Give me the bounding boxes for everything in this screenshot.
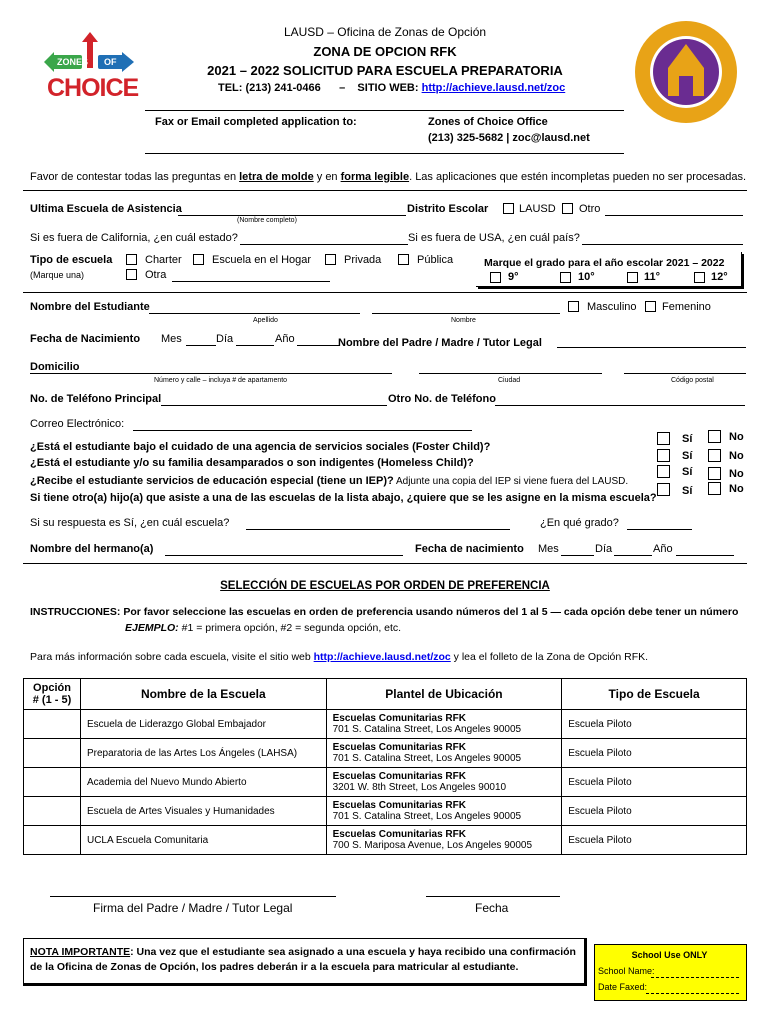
instr-u2: forma legible — [340, 171, 410, 183]
sibling-name-field[interactable] — [165, 555, 403, 556]
email-label: Correo Electrónico: — [30, 418, 125, 430]
phone-label: No. de Teléfono Principal — [30, 393, 162, 405]
school-use-faxed-label: Date Faxed: — [598, 982, 648, 992]
apellido-hint: Apellido — [253, 317, 278, 324]
q1-si-label: Sí — [682, 433, 693, 445]
outside-usa-label: Si es fuera de USA, ¿en cuál país? — [408, 232, 580, 244]
last-school-field[interactable] — [178, 215, 406, 216]
which-school-label: Si su respuesta es Sí, ¿en cuál escuela? — [30, 517, 230, 529]
q2-si-checkbox[interactable] — [657, 449, 670, 462]
school-use-name-label: School Name: — [598, 966, 655, 976]
homeschool-label: Escuela en el Hogar — [212, 254, 312, 266]
info-line — [30, 651, 648, 663]
form-section — [23, 190, 747, 564]
address-label: Domicilio — [30, 361, 80, 373]
school-location — [326, 797, 562, 826]
school-name: Escuela de Artes Visuales y Humanidades — [80, 797, 326, 826]
instr-text: Por favor seleccione las escuelas en orden de preferencia usando números del 1 al 5 — cada opción debe tener un número — [120, 606, 739, 618]
dob-month-field[interactable] — [186, 345, 216, 346]
sibling-day-label: Día — [595, 543, 613, 555]
q2-si-label: Sí — [682, 450, 693, 462]
zip-hint: Código postal — [671, 377, 714, 384]
charter-checkbox[interactable] — [126, 254, 137, 265]
femenino-label: Femenino — [662, 301, 711, 313]
private-label: Privada — [344, 254, 382, 266]
school-type: Escuela Piloto — [562, 739, 747, 768]
dob-year-label: Año — [275, 333, 295, 345]
option-input[interactable] — [24, 710, 81, 739]
mark-one-hint: (Marque una) — [30, 270, 85, 280]
full-name-hint: (Nombre completo) — [237, 217, 297, 224]
location-title: Escuelas Comunitarias RFK — [332, 800, 466, 811]
which-school-field[interactable] — [246, 529, 510, 530]
instr-pre: Favor de contestar todas las preguntas en — [30, 171, 240, 183]
parent-name-field[interactable] — [557, 347, 746, 348]
school-name: Escuela de Liderazgo Global Embajador — [80, 710, 326, 739]
q2-no-checkbox[interactable] — [708, 449, 721, 462]
web-link[interactable]: http://achieve.lausd.net/zoc — [421, 82, 566, 94]
homeschool-checkbox[interactable] — [193, 254, 204, 265]
sibling-dob-label: Fecha de nacimiento — [415, 543, 524, 555]
otro-district-field[interactable] — [605, 215, 743, 216]
office-line: LAUSD – Oficina de Zonas de Opción — [283, 25, 487, 39]
location-address: 701 S. Catalina Street, Los Angeles 90005 — [332, 811, 522, 822]
grade-10-checkbox[interactable] — [560, 272, 571, 283]
school-type: Escuela Piloto — [562, 826, 747, 855]
q-homeless: ¿Está el estudiante y/o su familia desamparados o son indigentes (Homeless Child)? — [30, 457, 474, 469]
option-input[interactable] — [24, 768, 81, 797]
schools-table — [23, 678, 747, 855]
col-school-name: Nombre de la Escuela — [80, 679, 326, 710]
grade-11-checkbox[interactable] — [627, 272, 638, 283]
date-field[interactable] — [426, 896, 560, 897]
location-address: 701 S. Catalina Street, Los Angeles 90005 — [332, 724, 522, 735]
street-hint: Número y calle – incluya # de apartamento — [154, 377, 288, 384]
q1-si-checkbox[interactable] — [657, 432, 670, 445]
student-name-label: Nombre del Estudiante — [30, 301, 150, 313]
q1-no-label: No — [729, 431, 744, 443]
district-label: Distrito Escolar — [407, 203, 489, 215]
instr-post: . Las aplicaciones que estén incompletas pueden no ser procesadas. — [409, 171, 747, 183]
selection-instructions — [30, 606, 745, 618]
divider-2 — [23, 563, 747, 564]
otra-label: Otra — [145, 269, 167, 281]
school-use-title: School Use ONLY — [631, 950, 708, 960]
office-contact: (213) 325-5682 | zoc@lausd.net — [428, 132, 590, 144]
other-phone-label: Otro No. de Teléfono — [388, 393, 496, 405]
school-name: UCLA Escuela Comunitaria — [80, 826, 326, 855]
phone-field[interactable] — [161, 405, 387, 406]
sibling-month-label: Mes — [538, 543, 559, 555]
sibling-name-label: Nombre del hermano(a) — [30, 543, 154, 555]
dob-label: Fecha de Nacimiento — [30, 333, 141, 345]
outside-ca-label: Si es fuera de California, ¿en cuál estado? — [30, 232, 238, 244]
info-link[interactable]: http://achieve.lausd.net/zoc — [313, 651, 451, 663]
divider-1 — [23, 292, 747, 293]
important-note — [30, 945, 580, 975]
school-location — [326, 739, 562, 768]
q4-si-checkbox[interactable] — [657, 483, 670, 496]
sibling-day-field[interactable] — [614, 555, 652, 556]
q3-no-label: No — [729, 468, 744, 480]
outside-ca-field[interactable] — [240, 244, 408, 245]
office-name: Zones of Choice Office — [428, 116, 548, 128]
q3-no-checkbox[interactable] — [708, 467, 721, 480]
other-phone-field[interactable] — [495, 405, 745, 406]
dob-day-label: Día — [216, 333, 234, 345]
option-input[interactable] — [24, 826, 81, 855]
col-type: Tipo de Escuela — [562, 679, 747, 710]
masculino-checkbox[interactable] — [568, 301, 579, 312]
outside-usa-field[interactable] — [582, 244, 743, 245]
instr-mid: y en — [313, 171, 341, 183]
example-label: EJEMPLO: — [125, 622, 179, 634]
sibling-year-label: Año — [653, 543, 673, 555]
contact-line — [218, 82, 565, 94]
street-field[interactable] — [30, 373, 392, 374]
femenino-checkbox[interactable] — [645, 301, 656, 312]
grade-9-label: 9° — [508, 271, 519, 283]
dob-month-label: Mes — [161, 333, 182, 345]
table-row — [24, 826, 747, 855]
private-checkbox[interactable] — [325, 254, 336, 265]
table-row — [24, 710, 747, 739]
option-input[interactable] — [24, 797, 81, 826]
q2-no-label: No — [729, 450, 744, 462]
city-hint: Ciudad — [498, 377, 521, 384]
q4-no-label: No — [729, 483, 744, 495]
nombre-hint: Nombre — [451, 317, 476, 324]
info-post: y lea el folleto de la Zona de Opción RFK. — [450, 651, 649, 663]
lausd-label: LAUSD — [519, 203, 556, 215]
masculino-label: Masculino — [587, 301, 637, 313]
instr-label: INSTRUCCIONES: — [30, 606, 121, 618]
instr-u1: letra de molde — [239, 171, 314, 183]
q3-si-checkbox[interactable] — [657, 465, 670, 478]
table-header-row — [24, 679, 747, 710]
location-address: 700 S. Mariposa Avenue, Los Angeles 90005 — [332, 840, 533, 851]
q-foster: ¿Está el estudiante bajo el cuidado de una agencia de servicios sociales (Foster Child)? — [30, 441, 491, 453]
otro-label: Otro — [579, 203, 601, 215]
option-input[interactable] — [24, 739, 81, 768]
public-checkbox[interactable] — [398, 254, 409, 265]
school-type-label: Tipo de escuela — [30, 254, 113, 266]
table-row — [24, 739, 747, 768]
school-type: Escuela Piloto — [562, 710, 747, 739]
q-iep-text: ¿Recibe el estudiante servicios de educación especial (tiene un IEP)? — [30, 475, 394, 487]
parent-signature-field[interactable] — [50, 896, 336, 897]
q4-si-label: Sí — [682, 485, 693, 497]
public-label: Pública — [417, 254, 454, 266]
location-title: Escuelas Comunitarias RFK — [332, 771, 466, 782]
col-location: Plantel de Ubicación — [326, 679, 562, 710]
school-name: Preparatoria de las Artes Los Ángeles (LAHSA) — [80, 739, 326, 768]
title-year: 2021 – 2022 SOLICITUD PARA ESCUELA PREPARATORIA — [207, 63, 563, 78]
which-grade-label: ¿En qué grado? — [540, 517, 619, 529]
school-use-name-field[interactable] — [651, 977, 739, 978]
location-address: 3201 W. 8th Street, Los Angeles 90010 — [332, 782, 507, 793]
logo-choice-text: CHOICE — [47, 74, 139, 102]
selection-heading: SELECCIÓN DE ESCUELAS POR ORDEN DE PREFERENCIA — [220, 580, 550, 592]
example-line — [125, 622, 401, 634]
col-option: Opción # (1 - 5) — [24, 679, 81, 710]
note-text: : Una vez que el estudiante sea asignado a una escuela y haya recibido una confirmación de la Oficina de Zonas de Opción, los padres deberán ir a la escuela para matricular al estudiante. — [30, 946, 576, 973]
parent-signature-label: Firma del Padre / Madre / Tutor Legal — [93, 901, 293, 915]
fax-label: Fax or Email completed application to: — [155, 116, 357, 128]
grade-12-label: 12° — [711, 271, 728, 283]
school-location — [326, 710, 562, 739]
student-lastname-field[interactable] — [149, 313, 360, 314]
grade-9-checkbox[interactable] — [490, 272, 501, 283]
q-iep — [30, 475, 628, 487]
lausd-checkbox[interactable] — [503, 203, 514, 214]
grade-label: Marque el grado para el año escolar 2021 – 2022 — [484, 257, 725, 269]
school-name: Academia del Nuevo Mundo Abierto — [80, 768, 326, 797]
date-label: Fecha — [475, 901, 509, 915]
q3-si-label: Sí — [682, 466, 693, 478]
q1-no-checkbox[interactable] — [708, 430, 721, 443]
school-type: Escuela Piloto — [562, 797, 747, 826]
parent-name-label: Nombre del Padre / Madre / Tutor Legal — [338, 337, 542, 349]
charter-label: Charter — [145, 254, 182, 266]
otra-checkbox[interactable] — [126, 269, 137, 280]
location-title: Escuelas Comunitarias RFK — [332, 829, 466, 840]
note-label: NOTA IMPORTANTE — [30, 946, 131, 958]
example-text: #1 = primera opción, #2 = segunda opción, etc. — [178, 622, 402, 634]
city-field[interactable] — [419, 373, 602, 374]
location-address: 701 S. Catalina Street, Los Angeles 90005 — [332, 753, 522, 764]
student-firstname-field[interactable] — [372, 313, 560, 314]
school-use-faxed-field[interactable] — [646, 993, 739, 994]
otra-field[interactable] — [172, 281, 330, 282]
q-iep-note: Adjunte una copia del IEP si viene fuera del LAUSD. — [393, 476, 629, 487]
last-school-label: Ultima Escuela de Asistencia — [30, 203, 182, 215]
school-location — [326, 826, 562, 855]
logo-zones-text: ZONES — [57, 57, 89, 67]
school-type: Escuela Piloto — [562, 768, 747, 797]
title-rfk: ZONA DE OPCION RFK — [313, 44, 457, 59]
q-sibling: Si tiene otro(a) hijo(a) que asiste a una de las escuelas de la lista abajo, ¿quiere que se les asigne en la misma escuela? — [30, 492, 657, 504]
table-row — [24, 797, 747, 826]
grade-12-checkbox[interactable] — [694, 272, 705, 283]
logo-of-text: OF — [104, 57, 117, 67]
info-pre: Para más información sobre cada escuela, visite el sitio web — [30, 651, 314, 663]
sibling-year-field[interactable] — [676, 555, 734, 556]
grade-11-label: 11° — [644, 271, 661, 283]
sibling-month-field[interactable] — [561, 555, 594, 556]
table-row — [24, 768, 747, 797]
zip-field[interactable] — [624, 373, 746, 374]
instructions-top — [30, 171, 746, 183]
location-title: Escuelas Comunitarias RFK — [332, 713, 466, 724]
dash: – — [339, 82, 346, 94]
location-title: Escuelas Comunitarias RFK — [332, 742, 466, 753]
which-grade-field[interactable] — [627, 529, 692, 530]
q4-no-checkbox[interactable] — [708, 482, 721, 495]
school-location — [326, 768, 562, 797]
grade-10-label: 10° — [578, 271, 595, 283]
email-field[interactable] — [133, 430, 472, 431]
otro-checkbox[interactable] — [562, 203, 573, 214]
dob-year-field[interactable] — [297, 345, 339, 346]
web-label: SITIO WEB: — [357, 82, 419, 94]
dob-day-field[interactable] — [236, 345, 274, 346]
tel-text: TEL: (213) 241-0466 — [218, 82, 321, 94]
